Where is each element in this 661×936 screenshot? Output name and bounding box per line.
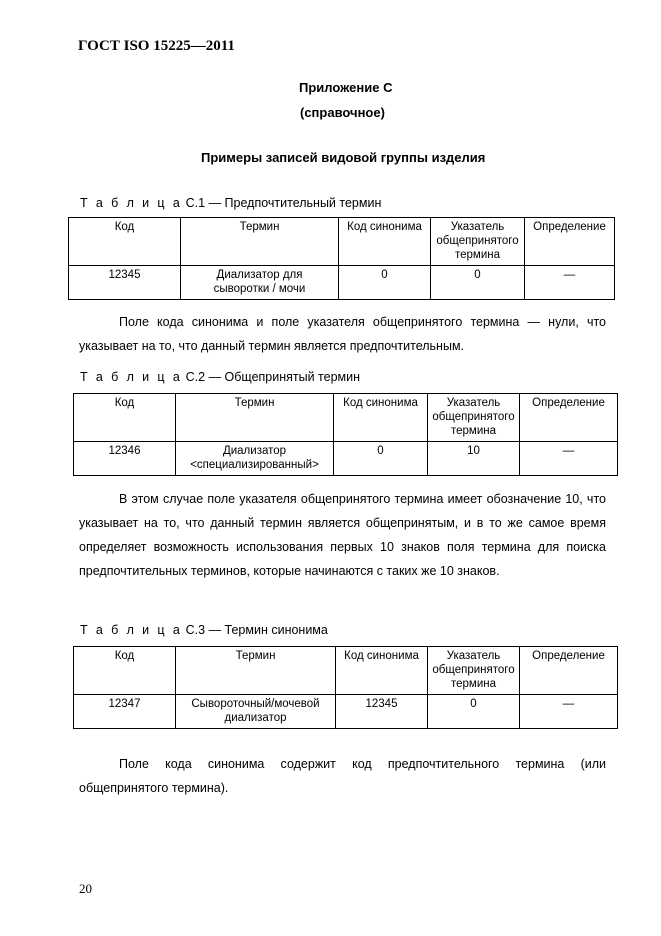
column-header-synonym-code: Код синонима [334, 394, 428, 442]
table-caption-text: С.2 — Общепринятый термин [182, 370, 361, 384]
column-header-synonym-code: Код синонима [339, 218, 431, 266]
column-header-code: Код [69, 218, 181, 266]
column-header-term: Термин [181, 218, 339, 266]
table-caption-prefix: Т а б л и ц а [80, 370, 183, 384]
column-header-term: Термин [176, 394, 334, 442]
annex-type: (справочное) [300, 105, 385, 120]
cell-code: 12346 [74, 442, 176, 476]
column-header-common-term-index: Указатель общепринятого термина [428, 394, 520, 442]
table-c1 [68, 217, 615, 300]
cell-common-term-index: 0 [428, 695, 520, 729]
paragraph-text: В этом случае поле указателя общепринятого термина имеет обозначение 10, что указывает на то, что данный термин является общепринятым, и в то же самое время определяет возможность использования первых 10 знаков поля термина для поиска предпочтительных терминов, которые начинаются с таких же 10 знаков. [79, 492, 606, 578]
table-caption-text: С.1 — Предпочтительный термин [182, 196, 382, 210]
cell-term: Диализатор <специализированный> [176, 442, 334, 476]
annex-heading: Примеры записей видовой группы изделия [201, 150, 486, 165]
table-caption-c3 [80, 623, 328, 637]
paragraph-3 [79, 752, 606, 800]
table-caption-prefix: Т а б л и ц а [80, 623, 183, 637]
column-header-definition: Определение [525, 218, 615, 266]
column-header-synonym-code: Код синонима [336, 647, 428, 695]
table-c2 [73, 393, 618, 476]
table-caption-c1 [80, 196, 381, 210]
annex-title: Приложение C [299, 80, 393, 95]
cell-definition: — [525, 266, 615, 300]
column-header-definition: Определение [520, 647, 618, 695]
paragraph-text: Поле кода синонима и поле указателя общепринятого термина — нули, что указывает на то, что данный термин является предпочтительным. [79, 315, 606, 353]
cell-definition: — [520, 442, 618, 476]
table-caption-text: С.3 — Термин синонима [182, 623, 328, 637]
cell-common-term-index: 0 [431, 266, 525, 300]
paragraph-text: Поле кода синонима содержит код предпочтительного термина (или общепринятого термина). [79, 757, 606, 795]
cell-term: Сывороточный/мочевой диализатор [176, 695, 336, 729]
column-header-code: Код [74, 394, 176, 442]
cell-synonym-code: 0 [339, 266, 431, 300]
cell-code: 12347 [74, 695, 176, 729]
table-caption-c2 [80, 370, 360, 384]
table-row [74, 442, 618, 476]
page-number: 20 [79, 881, 92, 896]
cell-term: Диализатор для сыворотки / мочи [181, 266, 339, 300]
column-header-common-term-index: Указатель общепринятого термина [428, 647, 520, 695]
cell-common-term-index: 10 [428, 442, 520, 476]
table-row [69, 266, 615, 300]
cell-synonym-code: 12345 [336, 695, 428, 729]
table-row [74, 695, 618, 729]
cell-definition: — [520, 695, 618, 729]
column-header-definition: Определение [520, 394, 618, 442]
paragraph-1 [79, 310, 606, 358]
table-c3 [73, 646, 618, 729]
table-caption-prefix: Т а б л и ц а [80, 196, 183, 210]
paragraph-2 [79, 487, 606, 583]
cell-code: 12345 [69, 266, 181, 300]
document-header: ГОСТ ISO 15225—2011 [78, 38, 235, 54]
column-header-term: Термин [176, 647, 336, 695]
column-header-code: Код [74, 647, 176, 695]
column-header-common-term-index: Указатель общепринятого термина [431, 218, 525, 266]
cell-synonym-code: 0 [334, 442, 428, 476]
